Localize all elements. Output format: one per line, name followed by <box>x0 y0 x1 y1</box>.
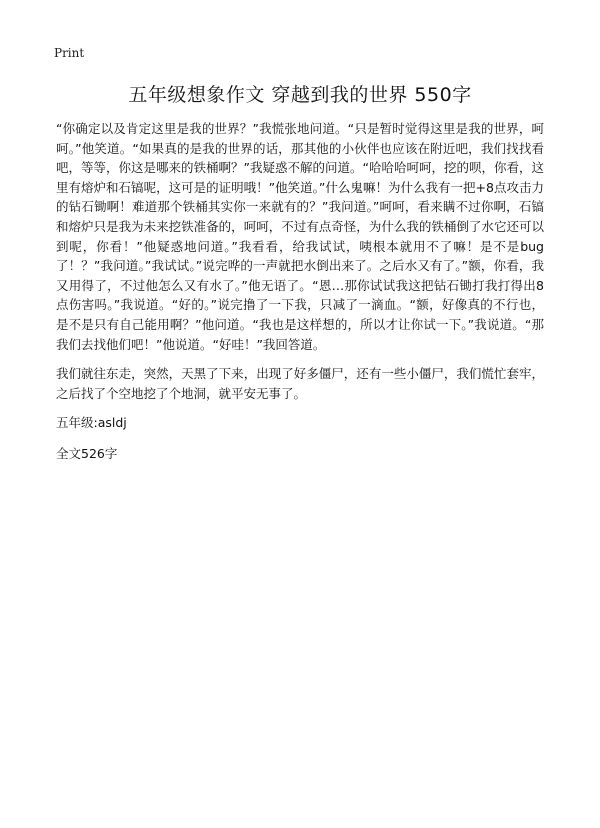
print-link[interactable]: Print <box>54 46 85 60</box>
article-body <box>56 119 544 475</box>
article-paragraph: 我们就往东走，突然，天黑了下来，出现了好多僵尸，还有一些小僵尸，我们慌忙套牢，之后找了个空地挖了个地洞，就平安无事了。 <box>56 366 544 401</box>
author-grade-line: 五年级:asldj <box>56 415 127 431</box>
page-title: 五年级想象作文 穿越到我的世界 550字 <box>128 84 472 106</box>
word-count: 全文526字 <box>56 445 118 461</box>
article-paragraph: “你确定以及肯定这里是我的世界？”我慌张地问道。“只是暂时觉得这里是我的世界，呵呵。”他笑道。“如果真的是我的世界的话，那其他的小伙伴也应该在附近吧，我们找找看吧，等等，你这是哪来的铁桶啊？”我疑惑不解的问道。“哈哈哈呵呵，挖的呗，你看，这里有熔炉和石镐呢，这可是的证明哦！”他笑道。”什么鬼嘛！为什么我有一把+8点攻击力的钻石锄啊！难道那个铁桶其实你一来就有的？”我问道。”呵呵，看来瞒不过你啊，石镐和熔炉只是我为未来挖铁准备的，呵呵，不过有点奇怪，为什么我的铁桶倒了水它还可以到呢，你看！”他疑惑地问道。”我看看，给我试试，咦根本就用不了嘛！是不是bug了！？”我问道。”我试试。”说完哗的一声就把水倒出来了。之后水又有了。”额，你看，我又用得了，不过他怎么又有水了。”他无语了。“恩…那你试试我这把钻石锄打我打得出8点伤害吗。”我说道。“好的。”说完撸了一下我，只减了一滴血。“额，好像真的不行也，是不是只有自己能用啊？”他问道。“我也是这样想的，所以才让你试一下。”我说道。“那我们去找他们吧！”他说道。“好哇！”我回答道。 <box>56 121 544 352</box>
